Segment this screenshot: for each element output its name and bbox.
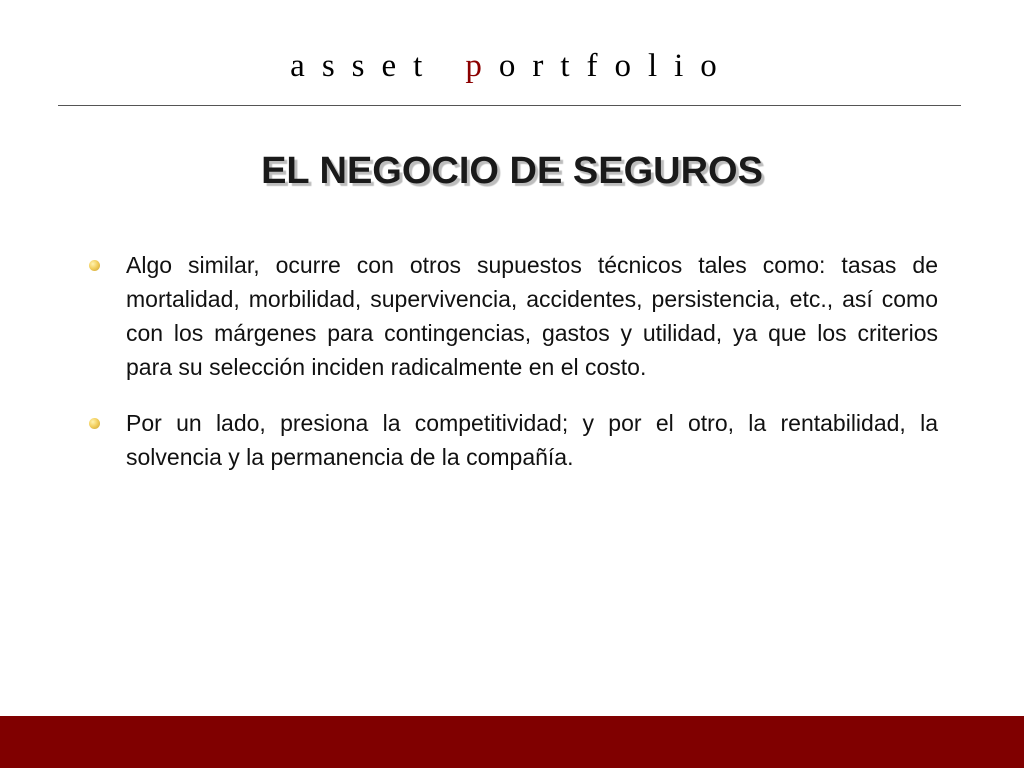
bullet-dot-icon [89,418,100,429]
bullet-item [88,406,938,474]
bullet-text: Por un lado, presiona la competitividad; y por el otro, la rentabilidad, la solvencia y la permanencia de la compañía. [126,410,938,470]
slide-title: EL NEGOCIO DE SEGUROS [261,150,763,192]
bullet-dot-icon [89,260,100,271]
brand-word-asset: asset [290,48,440,84]
brand-word-ortfolio: ortfolio [498,48,734,84]
bullet-text: Algo similar, ocurre con otros supuestos técnicos tales como: tasas de mortalidad, morbilidad, supervivencia, accidentes, persistencia, etc., así como con los márgenes para contingencias, gastos y utilidad, ya que los criterios para su selección inciden radicalmente en el costo. [126,252,938,380]
bullet-list [88,248,938,496]
brand-header [0,48,1024,85]
bullet-item [88,248,938,384]
footer-band [0,716,1024,768]
header-divider [58,105,961,106]
brand-accent-letter: p [465,48,499,84]
